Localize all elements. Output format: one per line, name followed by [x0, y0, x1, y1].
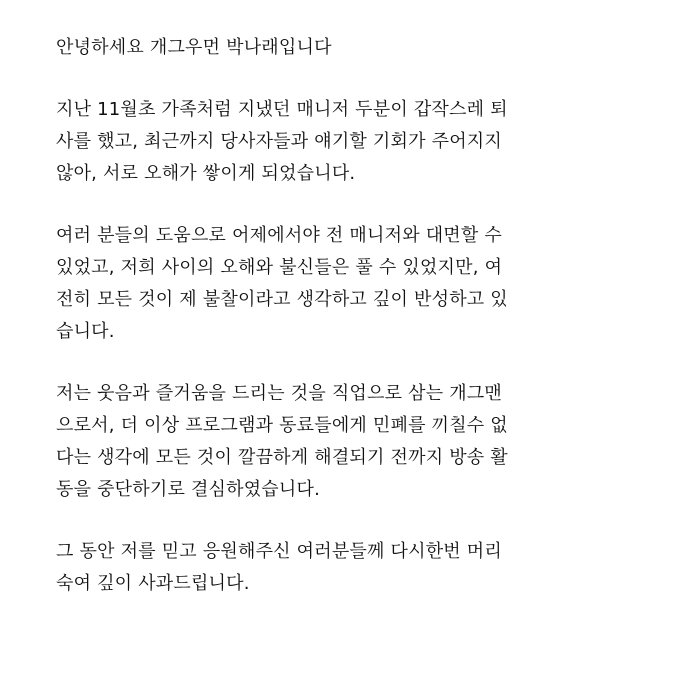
meeting-paragraph — [56, 220, 626, 348]
text-line: 전히 모든 것이 제 불찰이라고 생각하고 깊이 반성하고 있 — [56, 289, 508, 310]
text-line: 저는 웃음과 즐거움을 드리는 것을 직업으로 삼는 개그맨 — [56, 383, 502, 404]
text-line: 사를 했고, 최근까지 당사자들과 얘기할 기회가 주어지지 — [56, 131, 502, 152]
text-line: 여러 분들의 도움으로 어제에서야 전 매니저와 대면할 수 — [56, 225, 502, 246]
statement-document — [56, 32, 626, 630]
text-line: 동을 중단하기로 결심하였습니다. — [56, 479, 320, 500]
text-line: 으로서, 더 이상 프로그램과 동료들에게 민폐를 끼칠수 없 — [56, 415, 508, 436]
resignation-paragraph — [56, 94, 626, 190]
text-line: 안녕하세요 개그우먼 박나래입니다 — [56, 37, 332, 58]
text-line: 지난 11월초 가족처럼 지냈던 매니저 두분이 갑작스레 퇴 — [56, 99, 508, 120]
text-line: 숙여 깊이 사과드립니다. — [56, 573, 250, 594]
text-line: 그 동안 저를 믿고 응원해주신 여러분들께 다시한번 머리 — [56, 541, 502, 562]
text-line: 다는 생각에 모든 것이 깔끔하게 해결되기 전까지 방송 활 — [56, 447, 508, 468]
text-line: 있었고, 저희 사이의 오해와 불신들은 풀 수 있었지만, 여 — [56, 257, 503, 278]
text-line: 않아, 서로 오해가 쌓이게 되었습니다. — [56, 163, 356, 184]
greeting-paragraph — [56, 32, 626, 64]
text-line: 습니다. — [56, 321, 115, 342]
hiatus-paragraph — [56, 378, 626, 506]
apology-paragraph — [56, 536, 626, 600]
